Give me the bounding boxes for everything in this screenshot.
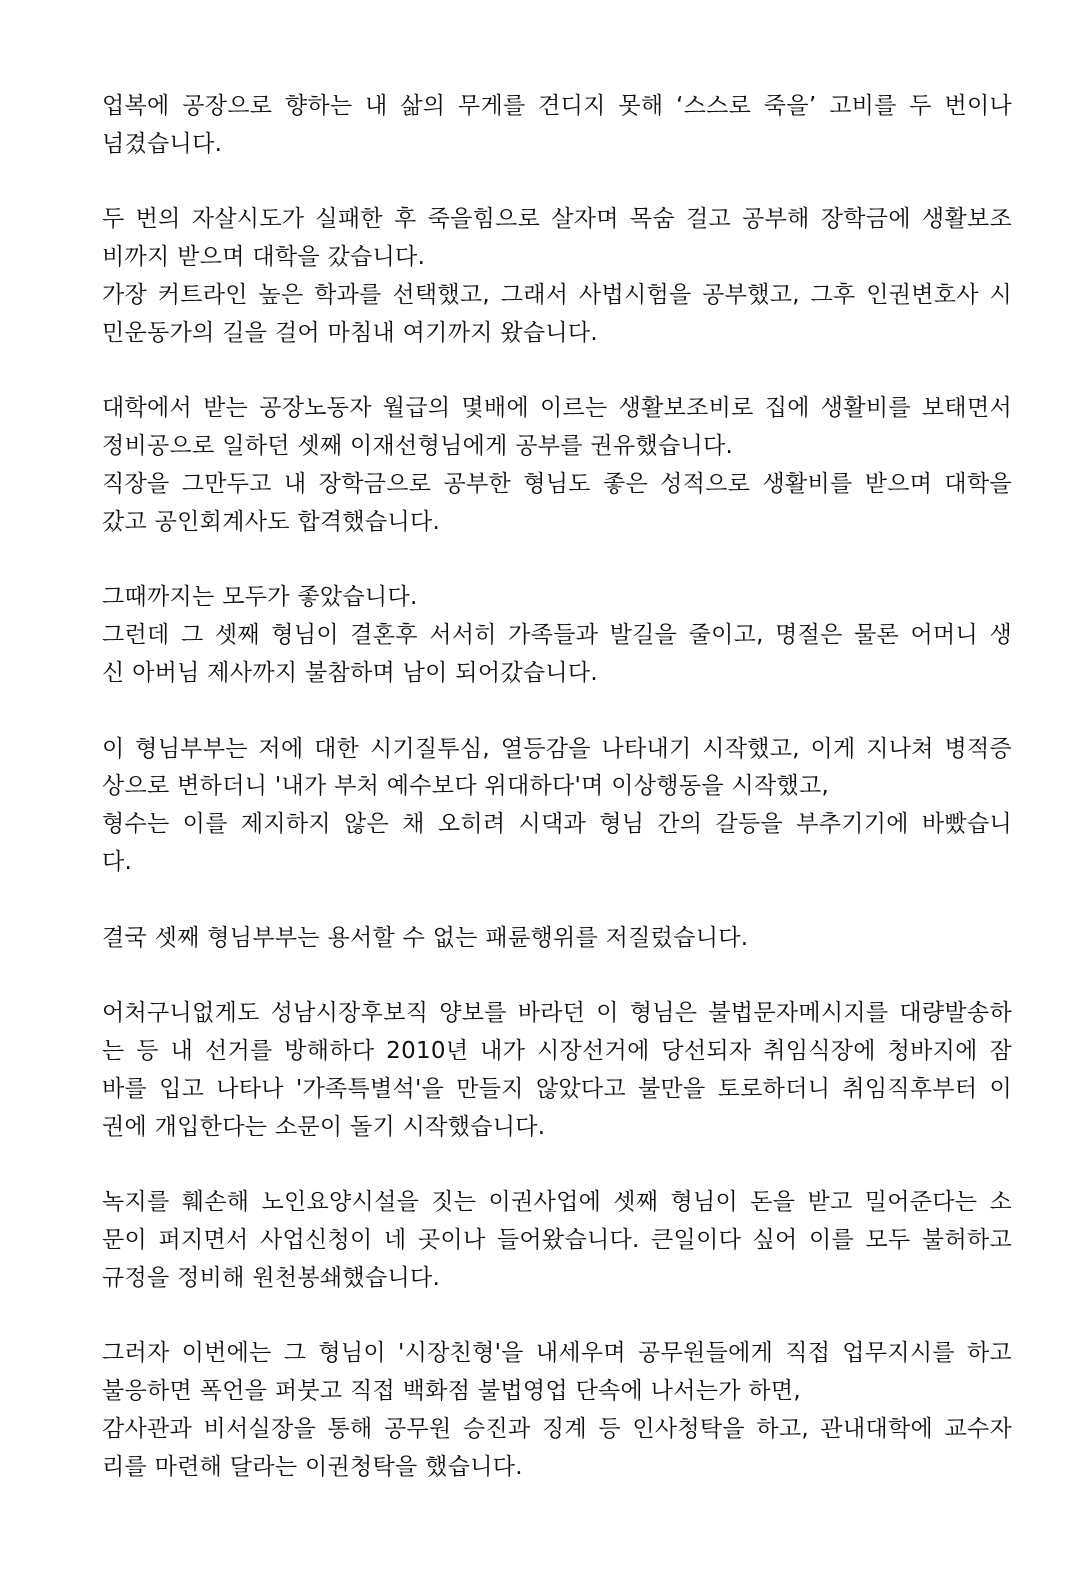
text-line: 리를 마련해 달라는 이권청탁을 했습니다. [102,1453,523,1480]
text-line: 는 등 내 선거를 방해하다 2010년 내가 시장선거에 당선되자 취임식장에 청바지에 잠 [102,1037,1012,1064]
text-line: 규정을 정비해 원천봉쇄했습니다. [102,1264,441,1291]
text-line: 불응하면 폭언을 퍼붓고 직접 백화점 불법영업 단속에 나서는가 하면, [102,1378,802,1405]
text-line: 문이 퍼지면서 사업신청이 네 곳이나 들어왔습니다. 큰일이다 싶어 이를 모두 불허하고 [102,1226,1012,1253]
paragraph-6 [102,920,1012,958]
text-line: 직장을 그만두고 내 장학금으로 공부한 형님도 좋은 성적으로 생활비를 받으며 대학을 [102,470,1012,497]
text-line: 비까지 받으며 대학을 갔습니다. [102,244,426,271]
paragraph-8 [102,1184,1012,1297]
document-page [102,88,1012,1524]
text-line: 갔고 공인회계사도 합격했습니다. [102,508,441,535]
paragraph-7 [102,995,1012,1146]
paragraph-2 [102,201,1012,352]
text-line: 그때까지는 모두가 좋았습니다. [102,584,418,611]
paragraph-3 [102,390,1012,541]
text-line: 민운동가의 길을 걸어 마침내 여기까지 왔습니다. [102,319,599,346]
text-line: 그러자 이번에는 그 형님이 '시장친형'을 내세우며 공무원들에게 직접 업무지시를 하고 [102,1340,1012,1367]
paragraph-1 [102,88,1012,164]
text-line: 형수는 이를 제지하지 않은 채 오히려 시댁과 형님 간의 갈등을 부추기기에 바빴습니 [102,811,1012,838]
text-line: 바를 입고 나타나 '가족특별석'을 만들지 않았다고 불만을 토로하더니 취임직후부터 이 [102,1075,1012,1102]
paragraph-5 [102,731,1012,882]
text-line: 상으로 변하더니 '내가 부처 예수보다 위대하다'며 이상행동을 시작했고, [102,773,830,800]
text-line: 넘겼습니다. [102,130,223,157]
text-line: 녹지를 훼손해 노인요양시설을 짓는 이권사업에 셋째 형님이 돈을 받고 밀어준다는 소 [102,1189,1012,1216]
text-line: 그런데 그 셋째 형님이 결혼후 서서히 가족들과 발길을 줄이고, 명절은 물론 어머니 생 [102,622,1012,649]
text-line: 정비공으로 일하던 셋째 이재선형님에게 공부를 권유했습니다. [102,433,734,460]
text-line: 신 아버님 제사까지 불참하며 남이 되어갔습니다. [102,659,599,686]
text-line: 권에 개입한다는 소문이 돌기 시작했습니다. [102,1113,546,1140]
text-line: 가장 커트라인 높은 학과를 선택했고, 그래서 사법시험을 공부했고, 그후 인권변호사 시 [102,281,1012,308]
text-line: 결국 셋째 형님부부는 용서할 수 없는 패륜행위를 저질렀습니다. [102,924,749,951]
paragraph-4 [102,579,1012,692]
text-line: 업복에 공장으로 향하는 내 삶의 무게를 견디지 못해 ‘스스로 죽을’ 고비를 두 번이나 [102,93,1012,119]
text-line: 대학에서 받는 공장노동자 월급의 몇배에 이르는 생활보조비로 집에 생활비를 보태면서 [102,395,1012,422]
paragraph-9 [102,1335,1012,1486]
text-line: 두 번의 자살시도가 실패한 후 죽을힘으로 살자며 목숨 걸고 공부해 장학금에 생활보조 [102,206,1012,233]
text-line: 어처구니없게도 성남시장후보직 양보를 바라던 이 형님은 불법문자메시지를 대량발송하 [102,1000,1012,1027]
text-line: 다. [102,848,133,875]
text-line: 이 형님부부는 저에 대한 시기질투심, 열등감을 나타내기 시작했고, 이게 지나쳐 병적증 [102,735,1012,762]
text-line: 감사관과 비서실장을 통해 공무원 승진과 징계 등 인사청탁을 하고, 관내대학에 교수자 [102,1415,1012,1442]
